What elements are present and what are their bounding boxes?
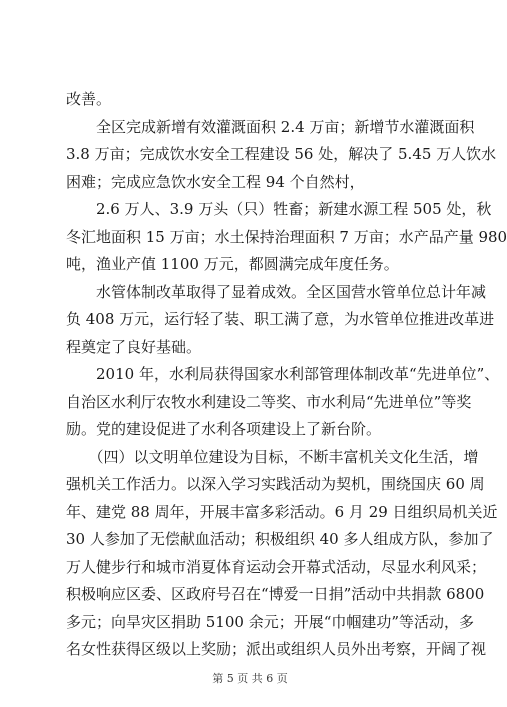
text-line: 万人健步行和城市消夏体育运动会开幕式活动，尽显水利风采； <box>66 557 487 576</box>
text-line: 名女性获得区级以上奖励；派出或组织人员外出考察，开阔了视 <box>66 640 487 658</box>
text-line: 全区完成新增有效灌溉面积 2.4 万亩；新增节水灌溉面积 <box>66 117 475 136</box>
text-line: 冬汇地面积 15 万亩；水土保持治理面积 7 万亩；水产品产量 980 <box>66 227 507 246</box>
text-line: 负 408 万元，运行轻了装、职工满了意，为水管单位推进改革进 <box>66 310 495 328</box>
text-line: 改善。 <box>66 90 112 108</box>
text-line: 自治区水利厅农牧水利建设二等奖、市水利局“先进单位”等奖 <box>66 392 472 411</box>
text-line: 困难；完成应急饮水安全工程 94 个自然村， <box>66 172 365 191</box>
text-line: 水管体制改革取得了显着成效。全区国营水管单位总计年减 <box>66 282 487 301</box>
text-line: （四）以文明单位建设为目标，不断丰富机关文化生活，增 <box>66 447 479 466</box>
text-line: 30 人参加了无偿献血活动；积极组织 40 多人组成方队，参加了 <box>66 530 494 548</box>
text-line: 2.6 万人、3.9 万头（只）牲畜；新建水源工程 505 处，秋 <box>66 200 492 218</box>
page-number-footer: 第 5 页 共 6 页 <box>212 672 288 685</box>
body-text <box>66 86 507 664</box>
text-line: 励。党的建设促进了水利各项建设上了新台阶。 <box>66 420 382 438</box>
text-line: 吨，渔业产值 1100 万元，都圆满完成年度任务。 <box>66 255 399 273</box>
text-line: 强机关工作活力。以深入学习实践活动为契机，围绕国庆 60 周 <box>66 475 485 493</box>
text-line: 积极响应区委、区政府号召在“博爱一日捐”活动中共捐款 6800 <box>66 585 485 603</box>
text-line: 多元；向旱灾区捐助 5100 余元；开展“巾帼建功”等活动，多 <box>66 612 475 631</box>
text-line: 年、建党 88 周年，开展丰富多彩活动。6 月 29 日组织局机关近 <box>66 502 498 521</box>
text-line: 程奠定了良好基础。 <box>66 337 202 356</box>
text-line: 2010 年，水利局获得国家水利部管理体制改革“先进单位”、 <box>66 365 500 383</box>
text-line: 3.8 万亩；完成饮水安全工程建设 56 处，解决了 5.45 万人饮水 <box>66 145 497 163</box>
